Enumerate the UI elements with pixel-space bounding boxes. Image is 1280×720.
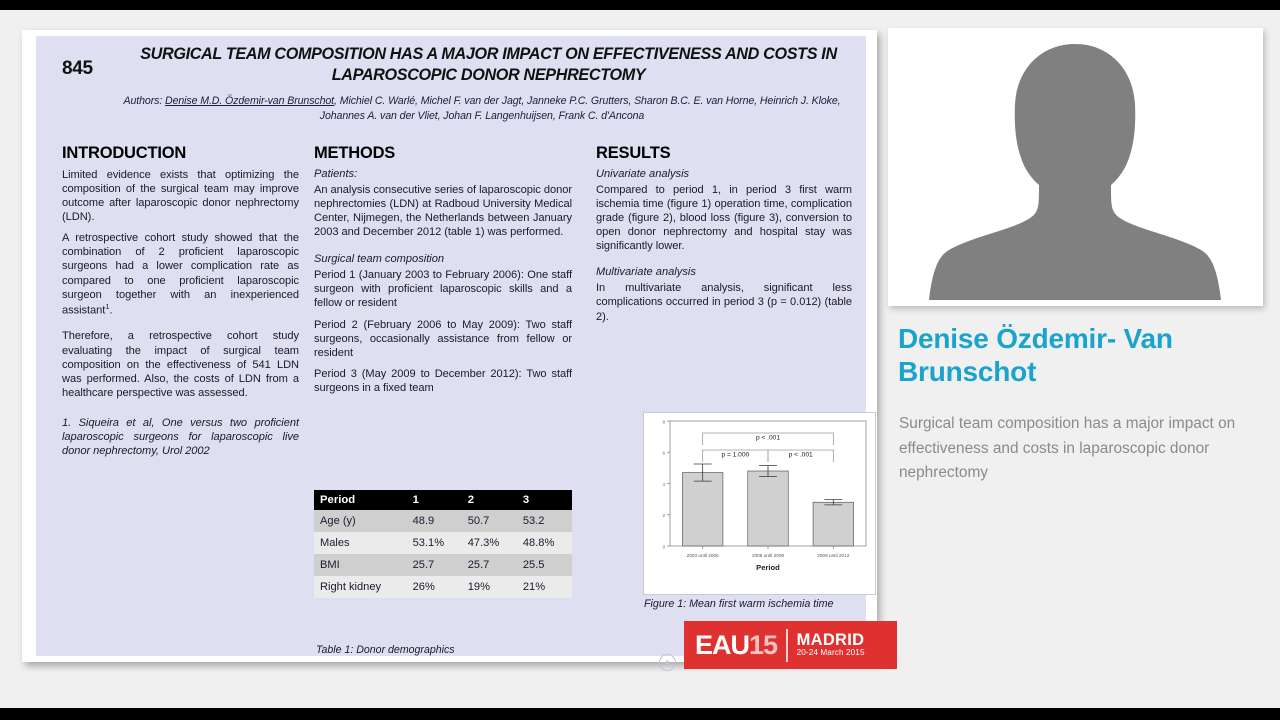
svg-text:8: 8 [662,419,665,425]
results-univariate-text: Compared to period 1, in period 3 first warm ischemia time (figure 1) operation time, complication grade (figure 2), blood loss (figure 3), conversion to open donor nephrectomy and hospital stay was significantly lower. [596,184,852,253]
eau-logo-letters: EAU [695,629,750,660]
methods-patients-text: An analysis consecutive series of laparoscopic donor nephrectomies (LDN) at Radboud University Medical Center, Nijmegen, the Netherlands between January 2003 and December 2012 (table 1) was performed. [314,184,572,239]
eau15-madrid-logo [684,621,897,669]
svg-text:4: 4 [662,481,665,487]
methods-period-1: Period 1 (January 2003 to February 2006): One staff surgeon with proficient laparoscopic skills and a fellow or resident [314,269,572,310]
reference-marker: 1 [105,301,110,311]
svg-text:2006 until 2009: 2006 until 2009 [751,553,785,558]
table-header-row [314,490,572,510]
introduction-paragraph-3: Therefore, a retrospective cohort study evaluating the impact of surgical team composition on the effectiveness of 541 LDN was performed. Also, the costs of LDN from a healthcare perspective was assessed. [62,330,299,399]
introduction-heading: INTRODUCTION [62,144,187,162]
table-header-cell: Period [314,490,407,510]
column-results [596,144,852,331]
figure-1-chart [643,412,876,595]
table-cell: Age (y) [314,510,407,532]
table-row [314,532,572,554]
figure-caption: Figure 1: Mean first warm ischemia time [644,598,834,610]
eau-logo-city: MADRID [796,631,865,650]
eau-logo-date: 20-24 March 2015 [796,648,865,658]
table-cell: 25.5 [517,554,572,576]
introduction-reference: 1. Siqueira et al, One versus two proficient laparoscopic surgeons for laparoscopic live donor nephrectomy, Urol 2002 [62,416,299,458]
poster-slide-card[interactable] [22,30,877,667]
table-cell: 48.8% [517,532,572,554]
poster-watermark-icon: ● [659,654,676,671]
svg-text:6: 6 [662,450,665,456]
table-cell: Right kidney [314,576,407,598]
table-header-cell: 1 [407,490,462,510]
methods-patients-label: Patients: [314,168,358,180]
methods-heading: METHODS [314,144,396,162]
introduction-paragraph-2 [62,231,299,317]
table-row [314,510,572,532]
column-introduction [62,144,299,465]
svg-text:2009 until 2012: 2009 until 2012 [817,553,850,558]
donor-demographics-table [314,490,572,598]
svg-text:Period: Period [756,563,780,572]
table-row [314,554,572,576]
introduction-paragraph-1: Limited evidence exists that optimizing the composition of the surgical team may improve outcome after laparoscopic donor nephrectomy (LDN). [62,169,299,224]
eau-logo-divider [786,629,788,662]
table-cell: 21% [517,576,572,598]
results-multivariate-label: Multivariate analysis [596,266,696,279]
table-header-cell: 3 [517,490,572,510]
authors-prefix: Authors: [123,95,166,107]
table-cell: 25.7 [407,554,462,576]
authors-presenting: Denise M.D. Özdemir-van Brunschot [165,95,335,107]
eau-logo-location-block [797,632,865,658]
speaker-talk-title: Surgical team composition has a major impact on effectiveness and costs in laparoscopic donor nephrectomy [899,415,1236,482]
results-univariate-label: Univariate analysis [596,168,690,180]
poster-title: SURGICAL TEAM COMPOSITION HAS A MAJOR IMPACT ON EFFECTIVENESS AND COSTS IN LAPAROSCOPIC DONOR NEPHRECTOMY [140,45,837,84]
table-cell: 47.3% [462,532,517,554]
table-cell: 19% [462,576,517,598]
table-header-cell: 2 [462,490,517,510]
table-caption: Table 1: Donor demographics [316,644,455,656]
eau-logo-wordmark [684,630,777,661]
poster-authors [104,94,860,125]
introduction-paragraph-2-text: A retrospective cohort study showed that the combination of 2 proficient laparoscopic surgeons had a lower complication rate as compared to one proficient laparoscopic surgeon together with an inexperienced assistant [62,232,299,317]
methods-period-3: Period 3 (May 2009 to December 2012): Two staff surgeons in a fixed team [314,367,572,394]
table-cell: 25.7 [462,554,517,576]
introduction-paragraph-2-end: . [109,304,113,317]
table-row [314,576,572,598]
table-cell: Males [314,532,407,554]
table-cell: BMI [314,554,407,576]
avatar [894,34,1257,300]
methods-period-2: Period 2 (February 2006 to May 2009): Two staff surgeons, occasionally assistance from fellow or resident [314,318,572,359]
poster-number: 845 [62,58,93,79]
eau-logo-year: 15 [749,629,778,660]
svg-text:0: 0 [662,544,665,550]
poster-content [36,36,866,667]
results-heading: RESULTS [596,144,671,162]
table-cell: 50.7 [462,510,517,532]
table-cell: 53.2 [517,510,572,532]
table-cell: 48.9 [407,510,462,532]
svg-text:p = 1.000: p = 1.000 [721,451,750,459]
table-cell: 53.1% [407,532,462,554]
person-silhouette-icon [894,34,1257,300]
table-cell: 26% [407,576,462,598]
top-letterbox-bar [0,0,1280,10]
authors-rest: , Michiel C. Warlé, Michel F. van der Jagt, Janneke P.C. Grutters, Sharon B.C. E. van Horne, Heinrich J. Kloke, Johannes A. van der Vliet, Johan F. Langenhuijsen, Frank C. d'Ancona [319,95,841,123]
results-multivariate-text: In multivariate analysis, significant less complications occurred in period 3 (p = 0.012) (table 2). [596,282,852,323]
svg-text:p < .001: p < .001 [755,434,781,442]
speaker-name: Denise Özdemir- Van Brunschot [898,323,1173,388]
speaker-photo-frame [888,28,1263,306]
svg-text:p < .001: p < .001 [788,451,813,459]
methods-composition-label: Surgical team composition [314,253,445,266]
column-methods [314,144,572,402]
svg-text:2: 2 [662,513,665,519]
bottom-letterbox-bar [0,708,1280,720]
bar-chart-svg [644,413,875,594]
svg-text:2003 until 2006: 2003 until 2006 [686,553,719,558]
